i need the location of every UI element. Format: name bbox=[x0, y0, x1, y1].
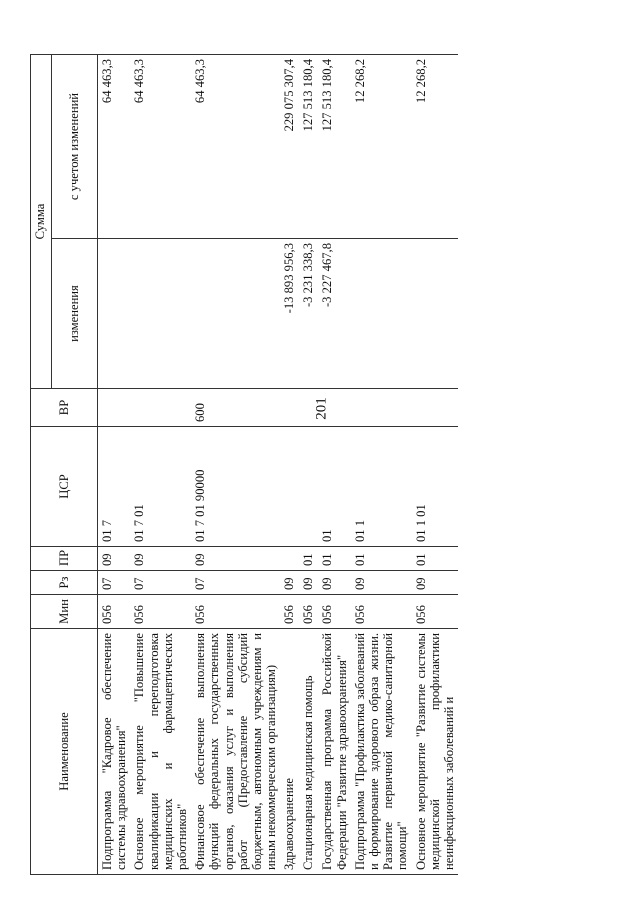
row-with-change: 127 513 180,4 bbox=[318, 54, 350, 238]
row-vr bbox=[318, 389, 350, 427]
budget-table bbox=[30, 54, 458, 875]
row-vr bbox=[98, 389, 131, 427]
row-pr: 01 bbox=[318, 547, 350, 571]
row-name: Стационарная медицинская помощь bbox=[299, 629, 318, 875]
row-change: -3 231 338,3 bbox=[299, 239, 318, 389]
row-csr: 01 1 bbox=[351, 427, 412, 547]
row-csr: 01 7 01 90000 bbox=[191, 427, 280, 547]
row-name: Государственная программа Российской Федерации "Развитие здравоохранения" bbox=[318, 629, 350, 875]
table-row bbox=[412, 54, 459, 874]
table-header bbox=[31, 54, 98, 874]
row-pr: 09 bbox=[130, 547, 191, 571]
table-row bbox=[98, 54, 131, 874]
page-number: 201 bbox=[313, 397, 330, 420]
row-csr: 01 7 bbox=[98, 427, 131, 547]
row-vr bbox=[130, 389, 191, 427]
row-pr: 01 bbox=[299, 547, 318, 571]
row-change: -3 227 467,8 bbox=[318, 239, 350, 389]
row-min: 056 bbox=[98, 595, 131, 629]
row-change bbox=[191, 239, 280, 389]
row-csr bbox=[299, 427, 318, 547]
row-name: Основное мероприятие "Повышение квалификации и переподготовка медицинских и фармацевтических работников" bbox=[130, 629, 191, 875]
row-csr bbox=[280, 427, 299, 547]
row-min: 056 bbox=[318, 595, 350, 629]
header-min: Мин bbox=[31, 595, 98, 629]
row-name: Подпрограмма "Кадровое обеспечение системы здравоохранения" bbox=[98, 629, 131, 875]
row-with-change: 64 463,3 bbox=[98, 54, 131, 238]
row-pr: 09 bbox=[98, 547, 131, 571]
row-with-change: 229 075 307,4 bbox=[280, 54, 299, 238]
header-rz: Рз bbox=[31, 571, 98, 595]
table-row bbox=[130, 54, 191, 874]
row-rz: 07 bbox=[130, 571, 191, 595]
row-pr: 01 bbox=[351, 547, 412, 571]
row-min: 056 bbox=[280, 595, 299, 629]
row-change bbox=[412, 239, 459, 389]
row-rz: 09 bbox=[351, 571, 412, 595]
row-with-change: 64 463,3 bbox=[191, 54, 280, 238]
row-rz: 09 bbox=[412, 571, 459, 595]
row-name: Здравоохранение bbox=[280, 629, 299, 875]
row-vr bbox=[412, 389, 459, 427]
header-csr: ЦСР bbox=[31, 427, 98, 547]
table-row bbox=[280, 54, 299, 874]
row-with-change: 64 463,3 bbox=[130, 54, 191, 238]
row-pr bbox=[280, 547, 299, 571]
row-vr bbox=[299, 389, 318, 427]
row-rz: 09 bbox=[280, 571, 299, 595]
row-change bbox=[351, 239, 412, 389]
header-name: Наименование bbox=[31, 629, 98, 875]
row-min: 056 bbox=[412, 595, 459, 629]
table-row bbox=[299, 54, 318, 874]
budget-table-rotated bbox=[30, 55, 540, 875]
row-rz: 07 bbox=[191, 571, 280, 595]
header-pr: ПР bbox=[31, 547, 98, 571]
row-change bbox=[130, 239, 191, 389]
row-pr: 09 bbox=[191, 547, 280, 571]
row-name: Подпрограмма "Профилактика заболеваний и формирование здорового образа жизни. Развитие первичной медико-санитарной помощи" bbox=[351, 629, 412, 875]
row-csr: 01 1 01 bbox=[412, 427, 459, 547]
header-sum: Сумма bbox=[31, 54, 52, 388]
row-rz: 09 bbox=[299, 571, 318, 595]
row-vr: 600 bbox=[191, 389, 280, 427]
row-min: 056 bbox=[130, 595, 191, 629]
row-change: -13 893 956,3 bbox=[280, 239, 299, 389]
row-name: Финансовое обеспечение выполнения функций федеральных государственных органов, оказания услуг и выполнения работ (Предоставление субсидий бюджетным, автономным учреждениям и иным некоммерческим организациям) bbox=[191, 629, 280, 875]
row-csr: 01 bbox=[318, 427, 350, 547]
row-change bbox=[98, 239, 131, 389]
header-with-change: с учетом изменений bbox=[51, 54, 97, 238]
row-vr bbox=[351, 389, 412, 427]
row-min: 056 bbox=[351, 595, 412, 629]
table-row bbox=[191, 54, 280, 874]
row-pr: 01 bbox=[412, 547, 459, 571]
table-row bbox=[318, 54, 350, 874]
row-with-change: 12 268,2 bbox=[412, 54, 459, 238]
row-name: Основное мероприятие "Развитие системы медицинской профилактики неинфекционных заболеваний и bbox=[412, 629, 459, 875]
row-vr bbox=[280, 389, 299, 427]
row-rz: 07 bbox=[98, 571, 131, 595]
table-row bbox=[351, 54, 412, 874]
row-min: 056 bbox=[191, 595, 280, 629]
header-vr: ВР bbox=[31, 389, 98, 427]
row-min: 056 bbox=[299, 595, 318, 629]
row-with-change: 127 513 180,4 bbox=[299, 54, 318, 238]
row-with-change: 12 268,2 bbox=[351, 54, 412, 238]
row-csr: 01 7 01 bbox=[130, 427, 191, 547]
row-rz: 09 bbox=[318, 571, 350, 595]
header-change: изменения bbox=[51, 239, 97, 389]
